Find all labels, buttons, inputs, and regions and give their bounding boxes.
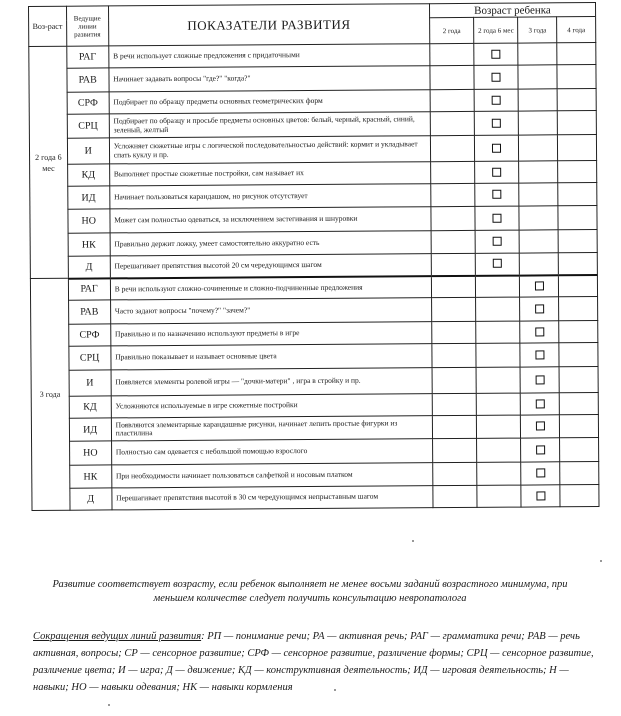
checkbox-icon[interactable] — [492, 49, 501, 58]
age-check-cell — [475, 135, 519, 161]
age-check-cell — [476, 297, 520, 321]
line-code: КД — [67, 164, 109, 186]
indicator-text: Усложняются используемые в игре сюжетные постройки — [111, 394, 432, 418]
age-check-cell — [431, 206, 475, 230]
scan-speck — [334, 689, 336, 691]
indicator-text: Подбирает по образцу предметы основных геометрических форм — [109, 90, 430, 114]
age-check-cell — [430, 89, 474, 111]
age-check-cell — [430, 111, 474, 135]
col-2-years: 2 года — [429, 17, 473, 43]
indicator-text: В речи используют сложно-сочиненные и сложно-подчиненные предложения — [110, 276, 431, 300]
indicator-text: При необходимости начинает пользоваться салфеткой и носовым платком — [111, 463, 432, 488]
indicator-text: Появляются элементарные карандашные рисунки, начинает лепить простые фигурки из пластилина — [111, 416, 432, 441]
age-check-cell — [519, 183, 558, 206]
age-check-cell — [519, 111, 558, 135]
development-table-sheet — [28, 2, 600, 511]
line-code: РАГ — [66, 46, 108, 68]
indicator-text: Усложняет сюжетные игры с логической последовательностью действий: кормит и укладывает спать куклу и пр. — [109, 136, 430, 164]
line-code: И — [67, 138, 109, 164]
age-check-cell — [520, 275, 559, 297]
age-check-cell — [432, 343, 476, 367]
age-check-cell — [521, 415, 560, 438]
checkbox-icon[interactable] — [536, 491, 545, 500]
indicator-text: Начинает пользоваться карандашом, но рисунок отсутствует — [109, 184, 430, 209]
age-check-cell — [476, 321, 520, 343]
age-check-cell — [433, 462, 477, 485]
age-check-cell — [560, 438, 599, 462]
checkbox-icon[interactable] — [492, 72, 501, 81]
indicator-text: Полностью сам одевается с небольшой помощью взрослого — [111, 439, 432, 465]
checkbox-icon[interactable] — [492, 118, 501, 127]
age-check-cell — [474, 111, 518, 135]
age-check-cell — [520, 253, 559, 275]
age-check-cell — [433, 485, 477, 507]
age-check-cell — [558, 135, 597, 161]
indicator-text: Появляется элементы ролевой игры — "дочки-матери" , игра в стройку и пр. — [111, 368, 432, 396]
table-body — [29, 43, 599, 511]
line-code: НО — [68, 209, 110, 233]
checkbox-icon[interactable] — [493, 213, 502, 222]
age-check-cell — [475, 161, 519, 183]
checkbox-icon[interactable] — [536, 421, 545, 430]
age-check-cell — [520, 367, 559, 393]
line-code: НК — [68, 233, 110, 256]
age-norm-note: Развитие соответствует возрасту, если ребенок выполняет не менее восьми заданий возрастного минимума, при меньшем количестве следует получить консультацию невропатолога — [52, 579, 568, 604]
age-check-cell — [475, 253, 519, 275]
age-check-cell — [557, 89, 596, 111]
age-group-label: 3 года — [30, 278, 69, 510]
line-code: РАГ — [68, 278, 110, 300]
checkbox-icon[interactable] — [535, 327, 544, 336]
line-code: ИД — [69, 418, 111, 441]
age-check-cell — [557, 65, 596, 89]
age-check-cell — [519, 230, 558, 253]
age-check-cell — [559, 275, 598, 297]
age-column-header: Воз-раст — [29, 6, 67, 46]
line-code: Д — [68, 256, 110, 278]
indicator-text: Правильно держит ложку, умеет самостоятельно аккуратно есть — [110, 231, 431, 256]
scan-speck — [412, 540, 414, 542]
age-check-cell — [519, 161, 558, 183]
age-check-cell — [518, 43, 557, 65]
age-check-cell — [477, 438, 521, 462]
age-check-cell — [475, 206, 519, 230]
age-check-cell — [521, 393, 560, 415]
line-code: СРЦ — [69, 346, 111, 370]
age-check-cell — [477, 485, 521, 507]
age-check-cell — [432, 415, 476, 438]
age-check-cell — [558, 230, 597, 253]
age-check-cell — [519, 135, 558, 161]
age-check-cell — [518, 65, 557, 89]
age-check-cell — [476, 275, 520, 297]
age-check-cell — [431, 275, 475, 297]
table-row — [31, 367, 598, 397]
age-check-cell — [474, 43, 518, 65]
age-check-cell — [521, 462, 560, 485]
line-code: И — [69, 370, 111, 396]
checkbox-icon[interactable] — [492, 143, 501, 152]
line-code: СРЦ — [67, 114, 109, 138]
age-check-cell — [560, 415, 599, 438]
age-check-cell — [431, 183, 475, 206]
table-row — [29, 135, 596, 165]
checkbox-icon[interactable] — [536, 468, 545, 477]
scan-speck — [108, 704, 110, 706]
age-check-cell — [432, 438, 476, 462]
indicator-text: Может сам полностью одеваться, за исключением застегивания и шнуровки — [110, 207, 431, 233]
age-check-cell — [476, 343, 520, 367]
age-check-cell — [430, 43, 474, 65]
development-table — [28, 2, 600, 511]
age-check-cell — [557, 111, 596, 135]
line-code: СРФ — [67, 92, 109, 114]
line-code: НК — [69, 465, 111, 488]
age-check-cell — [518, 89, 557, 111]
scan-speck — [600, 560, 602, 562]
line-code: ИД — [67, 186, 109, 209]
line-code: КД — [69, 396, 111, 418]
age-group-label: 2 года 6 мес — [29, 46, 68, 278]
indicator-text: Выполняет простые сюжетные постройки, сам называет их — [109, 162, 430, 186]
checkbox-icon[interactable] — [535, 304, 544, 313]
age-check-cell — [475, 183, 519, 206]
age-check-cell — [476, 393, 520, 415]
age-check-cell — [557, 43, 596, 65]
age-check-cell — [559, 367, 598, 393]
age-check-cell — [559, 321, 598, 343]
checkbox-icon[interactable] — [535, 375, 544, 384]
line-code: РАВ — [67, 68, 109, 92]
age-check-cell — [560, 462, 599, 485]
age-check-cell — [431, 230, 475, 253]
age-check-cell — [432, 393, 476, 415]
indicator-text: В речи использует сложные предложения с придаточными — [108, 44, 429, 68]
age-check-cell — [477, 462, 521, 485]
age-check-cell — [558, 183, 597, 206]
age-check-cell — [558, 253, 597, 275]
age-check-cell — [520, 297, 559, 321]
age-check-cell — [432, 367, 476, 393]
age-check-cell — [521, 485, 560, 507]
indicator-text: Правильно и по назначению используют предметы в игре — [110, 322, 431, 346]
table-row — [32, 485, 599, 511]
age-check-cell — [559, 393, 598, 415]
age-check-cell — [431, 297, 475, 321]
age-check-cell — [559, 297, 598, 321]
line-code: СРФ — [68, 324, 110, 346]
age-check-cell — [476, 367, 520, 393]
indicator-text: Часто задают вопросы "почему?" "зачем?" — [110, 298, 431, 324]
age-check-cell — [430, 135, 474, 161]
age-check-cell — [476, 415, 520, 438]
checkbox-icon[interactable] — [492, 95, 501, 104]
abbreviations-title: Сокращения ведущих линий развития — [33, 631, 202, 642]
indicator-text: Начинает задавать вопросы "где?" "когда?" — [109, 66, 430, 92]
indicators-title: ПОКАЗАТЕЛИ РАЗВИТИЯ — [108, 4, 429, 46]
age-check-cell — [432, 321, 476, 343]
indicator-text: Перешагивает препятствия высотой в 30 см чередующимся непрыставным шагом — [112, 486, 433, 510]
checkbox-icon[interactable] — [493, 237, 502, 246]
indicator-text: Правильно показывает и называет основные цвета — [111, 344, 432, 370]
age-check-cell — [520, 343, 559, 367]
checkbox-icon[interactable] — [536, 399, 545, 408]
age-check-cell — [521, 438, 560, 462]
checkbox-icon[interactable] — [493, 190, 502, 199]
lines-column-header: Ведущие линии развития — [66, 6, 108, 46]
checkbox-icon[interactable] — [493, 259, 502, 268]
checkbox-icon[interactable] — [535, 350, 544, 359]
age-check-cell — [558, 161, 597, 183]
abbreviations-block — [33, 628, 603, 696]
col-2-years-6-months: 2 года 6 мес — [474, 17, 518, 43]
col-3-years: 3 года — [518, 17, 557, 43]
indicator-text: Подбирает по образцу и просьбе предметы основных цветов: белый, черный, красный, синий, зеленый, желтый — [109, 112, 430, 138]
line-code: НО — [69, 441, 111, 465]
age-check-cell — [560, 485, 599, 507]
col-4-years: 4 года — [557, 17, 596, 43]
child-age-header: Возраст ребенка — [429, 3, 595, 18]
checkbox-icon[interactable] — [492, 167, 501, 176]
age-check-cell — [519, 206, 558, 230]
age-check-cell — [430, 161, 474, 183]
age-check-cell — [431, 253, 475, 275]
age-check-cell — [430, 65, 474, 89]
age-check-cell — [558, 206, 597, 230]
indicator-text: Перешагивает препятствия высотой 20 см чередующимся шагом — [110, 254, 431, 278]
abbreviations-text: : РП — понимание речи; РА — активная речь; РАГ — грамматика речи; РАВ — речь активная, вопросы; СР — сенсорное развитие; СРФ — сенсорное развитие, различение формы; СРЦ — сенсорное развитие, различение цвета; И — игра; Д — движение; КД — конструктивная деятельность; ИД — игровая деятельность; Н — навыки; НО — навыки одевания; НК — навыки кормления — [33, 631, 594, 693]
line-code: РАВ — [68, 300, 110, 324]
checkbox-icon[interactable] — [536, 445, 545, 454]
age-check-cell — [474, 89, 518, 111]
age-check-cell — [475, 230, 519, 253]
age-check-cell — [520, 321, 559, 343]
checkbox-icon[interactable] — [535, 281, 544, 290]
age-check-cell — [474, 65, 518, 89]
age-check-cell — [559, 343, 598, 367]
line-code: Д — [70, 488, 112, 510]
